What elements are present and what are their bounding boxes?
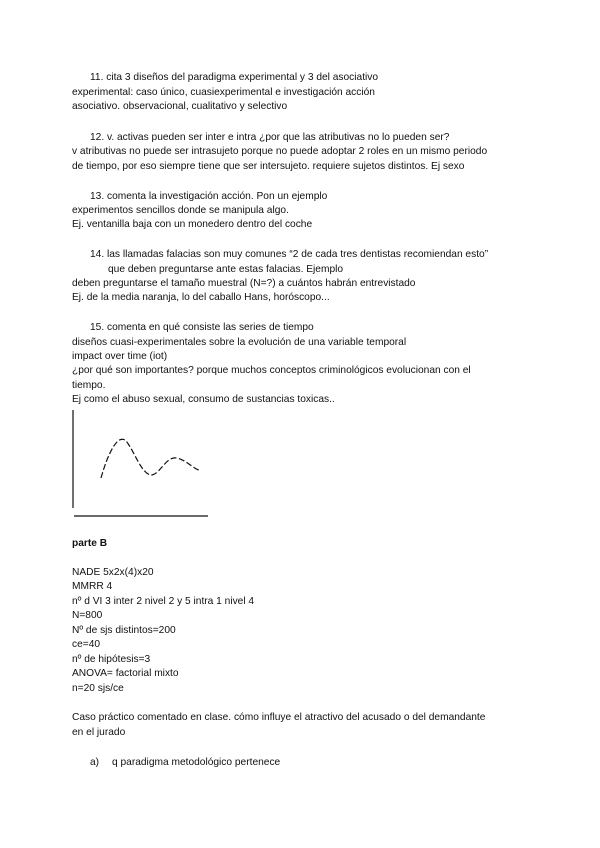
question-12: 12. v. activas pueden ser inter e intra ¿por que las atributivas no lo pueden ser?	[90, 132, 450, 143]
parte-b-heading: parte B	[72, 538, 108, 549]
item-a-text: q paradigma metodológico pertenece	[112, 757, 281, 768]
item-a-marker: a)	[90, 757, 100, 768]
caso-practico-line-2: en el jurado	[72, 727, 126, 738]
answer-13-line-1: experimentos sencillos donde se manipula algo.	[72, 205, 289, 216]
parte-b-item-7: nº de hipótesis=3	[72, 654, 151, 665]
question-11: 11. cita 3 diseños del paradigma experimental y 3 del asociativo	[90, 72, 379, 83]
answer-14-line-1: deben preguntarse el tamaño muestral (N=?) a cuántos habrán entrevistado	[72, 278, 416, 289]
sketch-curve	[101, 439, 201, 478]
time-series-sketch	[66, 408, 216, 520]
answer-11-line-1: experimental: caso único, cuasiexperimental e investigación acción	[72, 87, 375, 98]
answer-12-line-1: v atributivas no puede ser intrasujeto porque no puede adoptar 2 roles en un mismo periodo	[72, 146, 488, 157]
answer-15-line-1: diseños cuasi-experimentales sobre la evolución de una variable temporal	[72, 337, 407, 348]
answer-12-line-2: de tiempo, por eso siempre tiene que ser intersujeto. requiere sujetos distintos. Ej sexo	[72, 161, 465, 172]
question-14: 14. las llamadas falacias son muy comunes “2 de cada tres dentistas recomiendan esto”	[90, 249, 489, 260]
caso-practico-line-1: Caso práctico comentado en clase. cómo influye el atractivo del acusado o del demandante	[72, 712, 486, 723]
answer-11-line-2: asociativo. observacional, cualitativo y selectivo	[72, 101, 288, 112]
answer-15-line-3: ¿por qué son importantes? porque muchos conceptos criminológicos evolucionan con el	[72, 365, 471, 376]
answer-15-line-2: impact over time (iot)	[72, 351, 168, 362]
parte-b-item-9: n=20 sjs/ce	[72, 683, 124, 694]
parte-b-item-4: N=800	[72, 610, 103, 621]
parte-b-item-6: ce=40	[72, 639, 101, 650]
question-14-continued: que deben preguntarse ante estas falacias. Ejemplo	[108, 264, 344, 275]
parte-b-item-8: ANOVA= factorial mixto	[72, 668, 179, 679]
parte-b-item-1: NADE 5x2x(4)x20	[72, 567, 154, 578]
answer-14-line-2: Ej. de la media naranja, lo del caballo Hans, horóscopo...	[72, 292, 330, 303]
answer-15-line-4: tiempo.	[72, 380, 106, 391]
answer-15-line-5: Ej como el abuso sexual, consumo de sustancias toxicas..	[72, 394, 335, 405]
question-13: 13. comenta la investigación acción. Pon un ejemplo	[90, 191, 328, 202]
parte-b-item-2: MMRR 4	[72, 581, 113, 592]
question-15: 15. comenta en qué consiste las series de tiempo	[90, 322, 314, 333]
parte-b-item-5: Nº de sjs distintos=200	[72, 625, 176, 636]
parte-b-item-3: nº d VI 3 inter 2 nivel 2 y 5 intra 1 nivel 4	[72, 596, 255, 607]
answer-13-line-2: Ej. ventanilla baja con un monedero dentro del coche	[72, 219, 313, 230]
